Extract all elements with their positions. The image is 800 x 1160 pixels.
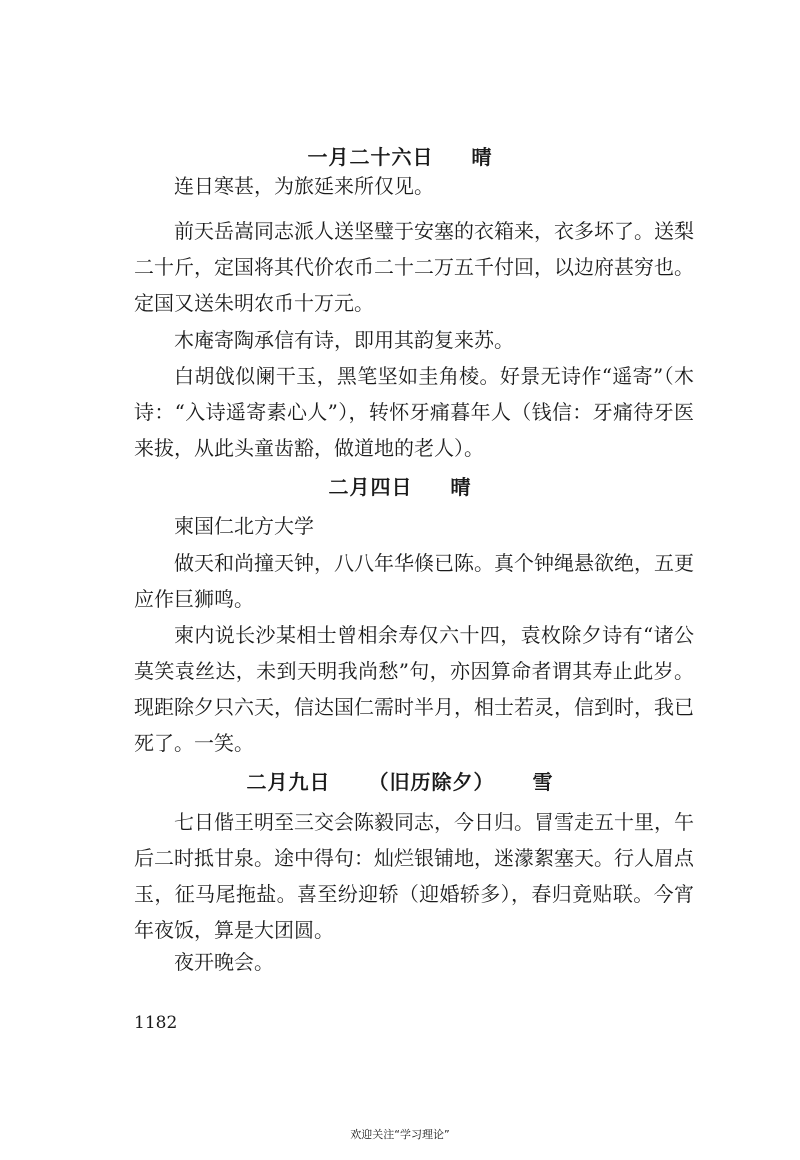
- entry-date: 二月九日: [246, 770, 331, 794]
- footer-text: 欢迎关注“学习理论”: [350, 1128, 450, 1141]
- entry-heading-feb9: [0, 768, 800, 796]
- paragraph: 七日偕王明至三交会陈毅同志，今日归。冒雪走五十里，午后二时抵甘泉。途中得句：灿烂银铺地，迷濛絮塞天。行人眉点玉，征马尾拖盐。喜至纷迎轿（迎婚轿多），春归竟贴联。今宵年夜饭，算是大团圆。: [134, 810, 694, 942]
- paragraph: 前天岳嵩同志派人送坚璧于安塞的衣箱来，衣多坏了。送梨二十斤，定国将其代价农币二十二万五千付回，以边府甚穷也。定国又送朱明农币十万元。: [134, 219, 694, 315]
- paragraph: 白胡戗似阑干玉，黑笔坚如圭角棱。好景无诗作“遥寄”（木诗：“入诗遥寄素心人”），转怀牙痛暮年人（钱信：牙痛待牙医来拔，从此头童齿豁，做道地的老人）。: [134, 364, 694, 460]
- entry-heading-feb4: [0, 473, 800, 501]
- entry-weather: 晴: [450, 475, 472, 499]
- entry-heading-jan26: [0, 143, 800, 171]
- page-number: 1182: [134, 1013, 178, 1033]
- entry-date: 二月四日: [328, 475, 413, 499]
- entry-weather: 晴: [471, 145, 493, 169]
- paragraph: 木庵寄陶承信有诗，即用其韵复来苏。: [174, 328, 514, 352]
- paragraph: 柬国仁北方大学: [174, 514, 314, 538]
- paragraph: 柬内说长沙某相士曾相余寿仅六十四，袁枚除夕诗有“诸公莫笑袁丝达，未到天明我尚愁”句，亦因算命者谓其寿止此岁。现距除夕只六天，信达国仁需时半月，相士若灵，信到时，我已死了。一笑。: [134, 623, 694, 755]
- paragraph: 连日寒甚，为旅延来所仅见。: [174, 174, 434, 198]
- entry-date: 一月二十六日: [307, 145, 434, 169]
- entry-weather: 雪: [532, 770, 554, 794]
- entry-note: （旧历除夕）: [368, 770, 495, 794]
- paragraph: 做天和尚撞天钟，八八年华倏已陈。真个钟绳悬欲绝，五更应作巨狮鸣。: [134, 551, 694, 611]
- paragraph: 夜开晚会。: [174, 950, 274, 974]
